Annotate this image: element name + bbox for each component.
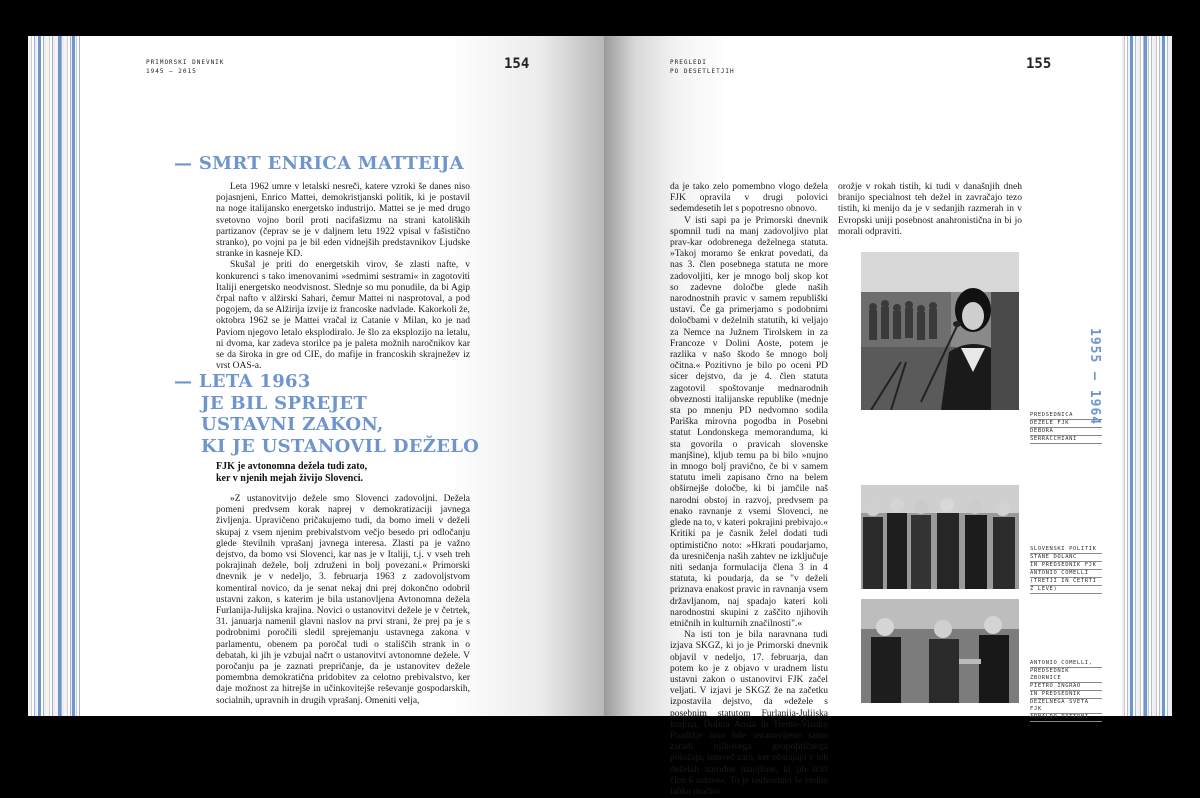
paragraph: Leta 1962 umre v letalski nesreči, katere vzroki še danes niso pojasnjeni, Enrico Mattei, demokristjanski politik, ki je postavil na noge italijansko energetsko industrijo. Mattei se je med drugo svetovno vojno boril proti nacifašizmu na strani katoliških partizanov (čeprav se je v daljnem letu 1922 vpisal v fašistično stranko), po vojni pa je bil eden vidnejših predstavnikov Ljudske stranke in kasneje KD. bbox=[216, 182, 470, 260]
photo-handshake-image bbox=[861, 599, 1019, 703]
heading-line: — LETA 1963 bbox=[174, 371, 311, 392]
running-head-section: PREGLEDI bbox=[670, 59, 707, 66]
photo-speaker-image bbox=[861, 252, 1019, 410]
paragraph: »Z ustanovitvijo dežele smo Slovenci zadovoljni. Dežela pomeni predvsem korak naprej v demokratizaciji javnega življenja. Upravičeno pričakujemo tudi, da bomo imeli v deželi skupaj z vsem njenim prebivalstvom večjo besedo pri odločanju glede številnih vprašanj javnega interesa. Zlasti pa je važno dejstvo, da bomo vsi Slovenci, kar nas je v Italiji, t.j. v vseh treh pokrajinah dežele, bolj združeni in bolj povezani.« Primorski dnevnik je v nedeljo, 3. februarja 1963 z zadovoljstvom komentiral novico, da je senat nekaj dni prej dokončno odobril ustavni zakon, s katerim je bila ustanovljena Avtonomna dežela Furlanija-Julijska krajina. Novici o ustanovitvi dežele je v četrtek, 31. januarja namenil glavni naslov na prvi strani, že prej pa je s podrobnimi poročili sledil sprejemanju ustavnega zakona v parlamentu, obenem pa poročal tudi o stališčih strank in o debatah, ki jih je vzbujal načrt o ustanovitvi avtonomne dežele. V poročanju pa je zaznati prepričanje, da je ustanovitev dežele pomembna demokratična pridobitev za celotno prebivalstvo, ker daje možnost za hitrejše in učinkovitejše reševanje gospodarskih, socialnih, upravnih in drugih vprašanj. Omeniti velja, bbox=[216, 494, 470, 706]
caption-line: IN PREDSEDNIK bbox=[1030, 691, 1102, 699]
decade-vertical-label: 1955 — 1964 bbox=[1087, 328, 1102, 426]
right-column-2-text bbox=[838, 182, 1022, 238]
left-page-edges bbox=[28, 36, 80, 716]
caption-line: PREDSEDNICA bbox=[1030, 412, 1102, 420]
caption-line: (TRETJI IN ČETRTI bbox=[1030, 578, 1102, 586]
caption-line: IN PREDSEDNIK FJK bbox=[1030, 562, 1102, 570]
photo-group-image bbox=[861, 485, 1019, 589]
paragraph: V isti sapi pa je Primorski dnevnik spomnil tudi na manj zadovoljivo plat prav-kar odobrenega deželnega statuta. »Takoj moramo še enkrat povedati, da nas 3. člen posebnega statuta ne more zadovoljiti, ker je mnogo bolj skop kot so zadevne določbe glede naših narodnostnih pravic v samem republiški ustavi. Če ga primerjamo s podobnimi določbami v deželnih statutih, ki veljajo za Nemce na Južnem Tirolskem in za Francoze v Dolini Aoste, potem je razlika v našo škodo še mnogo bolj očitna.« Pozitivno je bilo po oceni PD sicer dejstvo, da je 4. člen statuta zagotovil spoštovanje mednarodnih obveznosti italijanske republike (mednje sta po mnenju PD nedvomno sodila Pariška mirovna pogodba in Posebni statut Londonskega memoranduma, ki sta govorila o pravicah slovenske manjšine), kljub temu pa bi bilo »nujno in mnogo bolj pravično, če bi v samem statutu imeli zapisano črno na belem obširnejše določbe, ki bi jamčile naš narodni obstoj in razvoj, predvsem pa enako ravnanje z vsemi Slovenci, ne glede na to, v kateri pokrajini prebivajo.« Kritiki pa je časnik želel dodati tudi optimistično noto: »Hkrati poudarjamo, da uresničenja naših zahtev ne izključuje niti sedanja formulacija člena 3 in 4 statuta, ki poudarja, da se "v deželi priznava enakost pravic in ravnanja vsem državljanom, naj spadajo kateri koli narodnostni skupini z zaščito njihovih etničnih in kulturnih značilnosti".« bbox=[670, 215, 828, 629]
right-running-head bbox=[670, 58, 735, 76]
lead-paragraph: FJK je avtonomna dežela tudi zato, ker v njenih mejah živijo Slovenci. bbox=[216, 461, 368, 484]
caption-line: PIETRO INGRAO bbox=[1030, 683, 1102, 691]
caption-line: DEŽELNEGA SVETA FJK bbox=[1030, 699, 1102, 714]
running-head-subtitle: PO DESETLETJIH bbox=[670, 68, 735, 75]
heading-leta-1963 bbox=[174, 371, 479, 457]
heading-line: KI JE USTANOVIL DEŽELO bbox=[201, 435, 480, 457]
photo-comelli-ingrao-pittoni bbox=[861, 599, 1019, 703]
photo-debora-serracchiani bbox=[861, 252, 1019, 410]
caption-photo-3 bbox=[1030, 660, 1102, 722]
section1-text bbox=[216, 182, 470, 372]
left-running-head bbox=[146, 58, 224, 76]
caption-line: ANTONIO COMELLI, bbox=[1030, 660, 1102, 668]
photo-stane-dolanc-antonio-comelli bbox=[861, 485, 1019, 589]
caption-line: PREDSEDNIK ZBORNICE bbox=[1030, 668, 1102, 683]
running-head-years: 1945 – 2015 bbox=[146, 68, 197, 75]
paragraph: da je tako zelo pomembno vlogo dežela FJK opravila v drugi polovici sedemdesetih let s popotresno obnovo. bbox=[670, 182, 828, 215]
section2-text bbox=[216, 494, 470, 707]
page-number-left: 154 bbox=[504, 56, 530, 72]
left-page bbox=[80, 36, 604, 716]
caption-line: SLOVENSKI POLITIK bbox=[1030, 546, 1102, 554]
right-column-1-text bbox=[670, 182, 828, 798]
caption-line: ARNALDO PITTONI bbox=[1030, 714, 1102, 722]
paragraph: Skušal je priti do energetskih virov, še zlasti nafte, v konkurenci s tako imenovanimi »sedmimi sestrami« in zagotoviti Italiji energetsko neodvisnost. Slednje so mu ponudile, da bi Agip črpal nafto v alžirski Sahari, čemur Mattei ni nasprotoval, a pod pogojem, da se Alžirija izvije iz francoske nadvlade. Kakorkoli že, oktobra 1962 se je Mattei vračal iz Catanie v Milan, ko je nad Paviom njegovo letalo eksplodiralo. Je šlo za eksplozijo na letalu, ni dvoma, kar zadeva storilce pa je paleta možnih naročnikov kar se da široka in gre od CIE, do mafije in francoskih skrajnežev iz vrst OAS-a. bbox=[216, 260, 470, 372]
caption-photo-2 bbox=[1030, 546, 1102, 594]
caption-line: Z LEVE) bbox=[1030, 586, 1102, 594]
paragraph: orožje v rokah tistih, ki tudi v današnjih dneh branijo specialnost teh dežel in zavračajo tezo tistih, ki menijo da je v sedanjih razmerah in v Evropski uniji posebnost anahronistična in bi jo morali odpraviti. bbox=[838, 182, 1022, 237]
running-head-title: PRIMORSKI DNEVNIK bbox=[146, 59, 225, 66]
heading-line: USTAVNI ZAKON, bbox=[201, 414, 384, 435]
caption-line: SERRACCHIANI bbox=[1030, 436, 1102, 444]
right-page-edges bbox=[1122, 36, 1172, 716]
paragraph: Na isti ton je bila naravnana tudi izjava SKGZ, ki jo je Primorski dnevnik objavil v nedeljo, 17. februarja, dan potem ko je z objavo v uradnem listu ustavni zakon o ustanovitvi FJK začel veljati. V izjavi je SKGZ že na začetku izpostavila dejstvo, da »dežele s posebnim statutom Furlanija-Julijska krajina, Dolina Aosta in Trento-Visoko Poadižje niso bile ustanovljene samo zaradi njihovega geopolitičnega položaja, temveč zato, ker obstajajo v teh deželah narodne manjšine, ki jih ščiti člen 6 ustave«. To je nedvomno še vedno lahko močno bbox=[670, 630, 828, 797]
right-page bbox=[604, 36, 1122, 797]
caption-line: DEŽELE FJK bbox=[1030, 420, 1102, 428]
caption-line: DEBORA bbox=[1030, 428, 1102, 436]
caption-line: ANTONIO COMELLI bbox=[1030, 570, 1102, 578]
page-number-right: 155 bbox=[1026, 56, 1052, 72]
heading-line: JE BIL SPREJET bbox=[201, 392, 368, 414]
caption-line: STANE DOLANC bbox=[1030, 554, 1102, 562]
heading-smrt-enrica-matteija: — SMRT ENRICA MATTEIJA bbox=[174, 153, 464, 174]
